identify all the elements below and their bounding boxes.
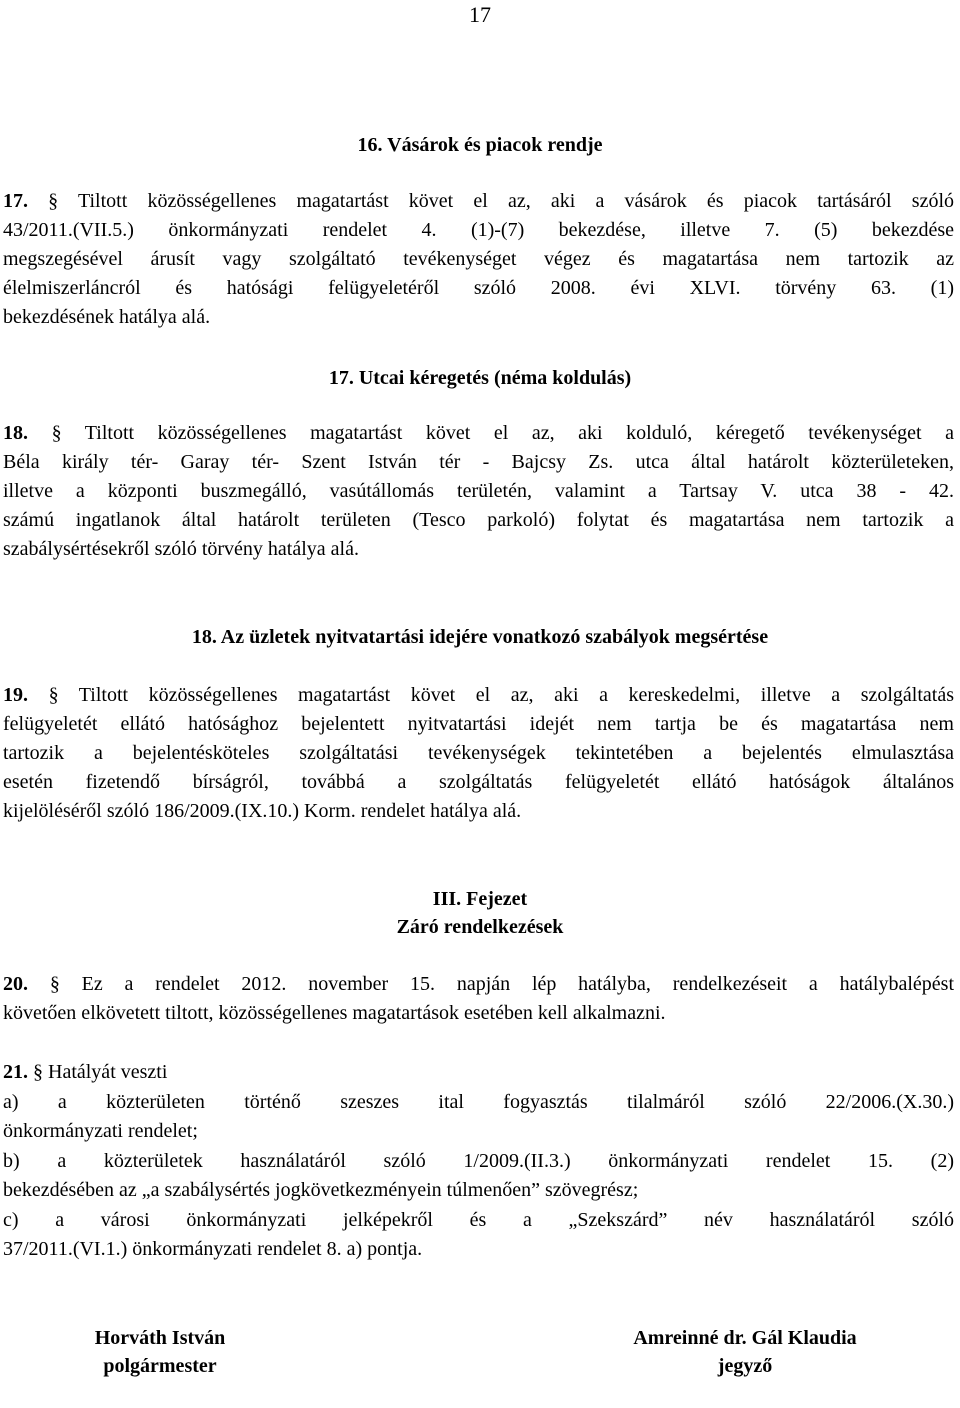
para-18-line-1: 18. § Tiltott közösségellenes magatartást követ el az, aki kolduló, kéregető tevékenységet a [3,422,955,444]
para-17-line-1: 17. § Tiltott közösségellenes magatartást követ el az, aki a vásárok és piacok tartásáról szóló [3,190,955,212]
para-21-line-3: önkormányzati rendelet; [3,1120,198,1142]
para-18-number: 18. [3,422,28,444]
chapter-number: III. Fejezet [432,888,528,910]
para-18-line-3: illetve a központi buszmegálló, vasútállomás területén, valamint a Tartsay V. utca 38 - 42. [3,480,954,502]
signature-left-role: polgármester [103,1355,217,1377]
para-17-line-4: élelmiszerláncról és hatósági felügyeletéről szóló 2008. évi XLVI. törvény 63. (1) [3,277,954,299]
para-21-line-4: b) a közterületek használatáról szóló 1/2009.(II.3.) önkormányzati rendelet 15. (2) [3,1150,954,1172]
section-symbol-icon: § [33,1061,43,1083]
page-number: 17 [469,2,491,27]
para-19-line-5: kijelöléséről szóló 186/2009.(IX.10.) Korm. rendelet hatálya alá. [3,800,522,822]
para-19-line-3: tartozik a bejelentésköteles szolgáltatási tevékenységek tekintetében a bejelentés elmulasztása [3,742,954,764]
section-symbol-icon: § [48,190,59,212]
para-21-number: 21. [3,1061,28,1083]
para-18-line-4: számú ingatlanok által határolt területen (Tesco parkoló) folytat és magatartása nem tartozik a [3,509,954,531]
section-17-title: 17. Utcai kéregetés (néma koldulás) [328,367,632,389]
para-17-line-3: megszegésével árusít vagy szolgáltató tevékenységet végez és magatartása nem tartozik az [3,248,954,270]
para-21-line-2: a) a közterületen történő szeszes ital fogyasztás tilalmáról szóló 22/2006.(X.30.) [3,1091,954,1113]
para-19-line-1: 19. § Tiltott közösségellenes magatartást követ el az, aki a kereskedelmi, illetve a szolgáltatás [3,684,955,706]
para-17-line-5: bekezdésének hatálya alá. [3,306,211,328]
para-19-line-4: esetén fizetendő bírságról, továbbá a szolgáltatás felügyeletét ellátó hatóságok általános [3,771,954,793]
para-21-line-1: 21. § Hatályát veszti [3,1061,168,1083]
section-symbol-icon: § [51,422,62,444]
section-symbol-icon: § [49,973,60,995]
para-21-line-5: bekezdésében az „a szabálysértés jogkövetkezményein túlmenően” szövegrész; [3,1179,639,1201]
chapter-title: Záró rendelkezések [396,916,564,938]
para-18-line-2: Béla király tér- Garay tér- Szent István tér - Bajcsy Zs. utca által határolt közterületeken, [3,451,954,473]
para-20-line-2: követően elkövetett tiltott, közösségellenes magatartások esetében kell alkalmazni. [3,1002,666,1024]
para-20-line-1: 20. § Ez a rendelet 2012. november 15. napján lép hatályba, rendelkezéseit a hatálybalépést [3,973,954,995]
para-18-line-5: szabálysértésekről szóló törvény hatálya alá. [3,538,359,560]
signature-right-name: Amreinné dr. Gál Klaudia [633,1327,857,1349]
para-19-line-2: felügyeletét ellátó hatósághoz bejelentett nyitvatartási idejét nem tartja be és magatartása nem [3,713,954,735]
signature-right-role: jegyző [717,1355,773,1377]
signature-right [590,1324,900,1380]
section-18-title: 18. Az üzletek nyitvatartási idejére vonatkozó szabályok megsértése [191,626,769,648]
signature-left-name: Horváth István [94,1327,226,1349]
para-21-line-6: c) a városi önkormányzati jelképekről és a „Szekszárd” név használatáról szóló [3,1209,954,1231]
para-21-line-7: 37/2011.(VI.1.) önkormányzati rendelet 8. a) pontja. [3,1238,423,1260]
para-20-number: 20. [3,973,28,995]
signature-left [60,1324,260,1380]
para-17-number: 17. [3,190,28,212]
para-19-number: 19. [3,684,28,706]
section-symbol-icon: § [48,684,59,706]
section-16-title: 16. Vásárok és piacok rendje [357,134,603,156]
para-17-line-2: 43/2011.(VII.5.) önkormányzati rendelet 4. (1)-(7) bekezdése, illetve 7. (5) bekezdése [3,219,954,241]
